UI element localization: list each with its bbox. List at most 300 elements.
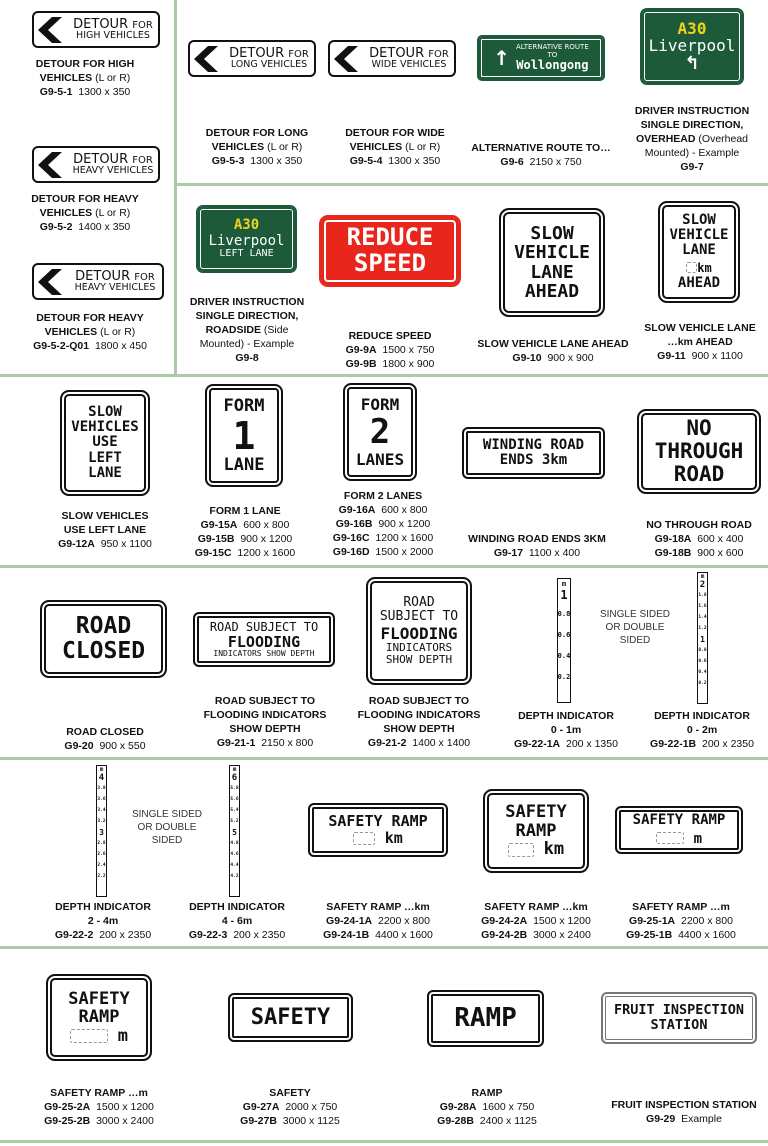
sign-text: ROAD <box>673 461 725 486</box>
pole-mark: 4.8 <box>230 841 239 846</box>
sign-dimensions: 1200 x 1600 <box>237 547 296 559</box>
pole-mark: 3 <box>99 828 104 837</box>
pole-mark: 2.2 <box>97 874 106 879</box>
sign-alternative-route <box>477 35 605 81</box>
sign-code: G9-16D <box>332 546 370 558</box>
sign-text: SLOW <box>682 212 716 229</box>
sign-text: SAFETY <box>250 1004 331 1030</box>
sign-dimensions: 2150 x 800 <box>261 737 314 749</box>
sign-code: G9-5-4 <box>349 155 383 167</box>
pole-mark: 2.6 <box>97 852 106 857</box>
sign-form-1-lane <box>205 384 283 487</box>
divider-row2 <box>0 374 768 377</box>
sign-code: G9-28A <box>439 1101 477 1113</box>
caption-g9-15 <box>180 504 310 560</box>
pole-mark: 4.2 <box>230 874 239 879</box>
caption-g9-21-2 <box>344 694 494 750</box>
caption-title: WINDING ROAD ENDS 3KM <box>468 533 606 545</box>
caption-title: SAFETY RAMP …km <box>326 901 430 913</box>
single-or-double-sided-note <box>122 808 212 847</box>
caption-g9-8 <box>180 295 314 365</box>
divider-vertical <box>174 0 177 185</box>
sign-text: SAFETY <box>68 988 130 1009</box>
sign-text: FLOODING <box>380 623 458 643</box>
sign-dimensions: 200 x 2350 <box>701 738 754 750</box>
sign-dimensions: 900 x 900 <box>547 352 594 364</box>
pole-mark: 6 <box>231 773 238 783</box>
sign-text: FRUIT INSPECTION <box>613 1002 745 1019</box>
pole-mark: 3.8 <box>97 786 106 791</box>
sign-code: G9-21-1 <box>216 737 256 749</box>
sign-dimensions: 1200 x 1600 <box>375 532 434 544</box>
divider-vertical-2 <box>174 183 177 375</box>
sign-text: SHOW DEPTH <box>385 652 453 666</box>
sign-code: G9-9A <box>345 344 377 356</box>
caption-g9-27 <box>216 1086 364 1128</box>
sign-text: ROAD <box>403 595 435 611</box>
pole-mark: 1 <box>560 588 568 602</box>
sign-text: Liverpool <box>648 35 736 55</box>
sign-text: WIDE VEHICLES <box>371 59 447 71</box>
caption-title: DETOUR FOR WIDE <box>345 127 445 139</box>
caption-g9-7 <box>622 104 762 174</box>
sign-detour-high-vehicles <box>32 11 160 48</box>
pole-mark: 1.8 <box>698 593 707 598</box>
pole-mark: 0.8 <box>557 610 571 618</box>
caption-title: SLOW VEHICLE LANE AHEAD <box>477 338 629 350</box>
sign-code: G9-20 <box>64 740 94 752</box>
sign-text: WINDING ROAD <box>482 436 585 453</box>
pole-mark: 3.2 <box>97 819 106 824</box>
sign-text: HIGH VEHICLES <box>76 30 150 42</box>
pole-mark: 0.6 <box>557 631 571 639</box>
chevron-left-icon <box>330 44 364 74</box>
arrow-up-icon: ↑ <box>493 46 510 70</box>
sign-dimensions: 1300 x 350 <box>388 155 441 167</box>
sign-dimensions: 2150 x 750 <box>529 156 582 168</box>
sign-code: G9-5-2-Q01 <box>33 340 90 352</box>
sign-slow-vehicles-use-left-lane <box>60 390 150 496</box>
caption-title: …km AHEAD <box>667 336 733 348</box>
caption-title: VEHICLES <box>211 141 265 153</box>
caption-title: DRIVER INSTRUCTION <box>634 105 750 117</box>
sign-dimensions: 1300 x 350 <box>78 86 131 98</box>
sign-road-subject-to-flooding-square <box>366 577 472 685</box>
caption-title: FRUIT INSPECTION STATION <box>611 1099 757 1111</box>
pole-mark: 5.6 <box>230 797 239 802</box>
chevron-left-icon <box>34 267 68 297</box>
sign-text: m <box>693 830 703 847</box>
sign-text: SUBJECT TO <box>379 609 459 625</box>
pole-mark: 4.6 <box>230 852 239 857</box>
pole-mark: 5.8 <box>230 786 239 791</box>
caption-title: FORM 1 LANE <box>209 505 281 517</box>
sign-code: G9-22-3 <box>188 929 228 941</box>
caption-g9-21-1 <box>190 694 340 750</box>
sign-dimensions: 200 x 1350 <box>565 738 618 750</box>
sign-dimensions: 3000 x 2400 <box>533 929 591 941</box>
sign-text: NO <box>686 416 712 441</box>
sign-text: DETOUR <box>73 151 129 167</box>
caption-note: (Side <box>261 324 289 336</box>
depth-indicator-pole-2-4m <box>96 765 107 897</box>
pole-mark: 2.4 <box>97 863 106 868</box>
caption-g9-18 <box>630 518 768 560</box>
sign-dimensions: 1600 x 750 <box>482 1101 535 1113</box>
sign-text: FOR <box>134 271 155 283</box>
caption-title: DEPTH INDICATOR <box>654 710 750 722</box>
caption-note: Mounted) - Example <box>644 147 740 159</box>
pole-mark: 5.2 <box>230 819 239 824</box>
blank-distance-placeholder <box>656 832 684 844</box>
caption-g9-20 <box>30 725 180 753</box>
sign-code: G9-29 <box>646 1113 676 1125</box>
sign-text: LEFT LANE <box>219 247 274 259</box>
caption-note: (L or R) <box>402 141 441 153</box>
caption-g9-17 <box>460 532 614 560</box>
pole-mark: 4.4 <box>230 863 239 868</box>
sign-detour-long-vehicles <box>188 40 316 77</box>
sign-text: SAFETY <box>505 802 567 823</box>
caption-g9-10 <box>476 337 630 365</box>
sign-text: VEHICLE <box>514 242 590 264</box>
caption-title: ROAD SUBJECT TO <box>214 695 316 707</box>
pole-mark: 0.6 <box>698 659 707 664</box>
sign-code: G9-15B <box>197 533 235 545</box>
sign-text: USE <box>92 434 118 451</box>
sign-text: m <box>117 1025 128 1046</box>
caption-title: DETOUR FOR HEAVY <box>36 312 144 324</box>
sign-code: G9-25-2B <box>44 1115 91 1127</box>
sign-dimensions: 3000 x 2400 <box>96 1115 154 1127</box>
note-text: SIDED <box>619 635 651 646</box>
pole-mark: 1.2 <box>698 626 707 631</box>
note-text: SINGLE SIDED <box>131 809 203 820</box>
caption-g9-29 <box>600 1098 768 1126</box>
depth-indicator-pole-0-1m <box>557 578 571 703</box>
sign-text: FORM <box>360 395 400 415</box>
caption-g9-5-1 <box>10 57 160 99</box>
caption-note: (L or R) <box>92 72 131 84</box>
caption-title: RAMP <box>471 1087 503 1099</box>
sign-text: LANE <box>682 242 716 259</box>
sign-text: TO <box>547 50 558 59</box>
sign-code: G9-15C <box>194 547 232 559</box>
sign-text: km <box>697 261 712 276</box>
sign-text: SPEED <box>353 249 427 277</box>
sign-dimensions: 1800 x 900 <box>382 358 435 370</box>
sign-text: CLOSED <box>61 638 146 664</box>
sign-code: G9-16B <box>335 518 373 530</box>
pole-mark: 5 <box>232 828 237 837</box>
sign-text: 1 <box>232 413 256 458</box>
sign-dimensions: 600 x 400 <box>697 533 744 545</box>
sign-text: SAFETY RAMP <box>328 812 428 831</box>
sign-text: FOR <box>428 48 449 60</box>
chevron-left-icon <box>34 150 68 180</box>
caption-g9-5-2-q01 <box>10 311 170 353</box>
caption-note: (L or R) <box>264 141 303 153</box>
sign-detour-heavy-vehicles-q01 <box>32 263 164 300</box>
blank-distance-placeholder <box>353 832 375 845</box>
blank-distance-placeholder <box>686 262 697 273</box>
pole-mark: 5.4 <box>230 808 239 813</box>
caption-note: (Overhead <box>695 133 749 145</box>
pole-unit: m <box>99 766 104 773</box>
sign-dimensions: 200 x 2350 <box>99 929 152 941</box>
sign-safety-ramp-km-wide <box>308 803 448 857</box>
caption-g9-28 <box>414 1086 560 1128</box>
caption-title: DETOUR FOR HIGH <box>35 58 135 70</box>
sign-ramp <box>427 990 544 1047</box>
sign-code: G9-15A <box>200 519 238 531</box>
caption-g9-5-2 <box>10 192 160 234</box>
turn-left-arrow-icon: ↰ <box>684 53 700 75</box>
sign-code: G9-25-1B <box>626 929 673 941</box>
sign-code: G9-7 <box>680 161 704 173</box>
sign-code: G9-24-1B <box>323 929 370 941</box>
caption-title: 0 - 2m <box>686 724 718 736</box>
sign-text: ROAD <box>75 613 132 640</box>
sign-dimensions: 1800 x 450 <box>94 340 147 352</box>
caption-title: VEHICLES <box>44 326 98 338</box>
sign-text: ROAD SUBJECT TO <box>209 619 319 634</box>
sign-text: RAMP <box>454 1003 517 1034</box>
sign-code: G9-10 <box>512 352 542 364</box>
sign-text: AHEAD <box>677 274 721 291</box>
sign-code: G9-8 <box>235 352 259 364</box>
sign-code: G9-18A <box>654 533 692 545</box>
pole-unit: m <box>232 766 237 773</box>
sign-dimensions: 900 x 550 <box>99 740 146 752</box>
caption-title: REDUCE SPEED <box>348 330 432 342</box>
blank-distance-placeholder <box>508 843 534 857</box>
sign-detour-wide-vehicles <box>328 40 456 77</box>
sign-text: km <box>384 829 403 848</box>
caption-title: SINGLE DIRECTION, <box>195 310 299 322</box>
sign-text: km <box>543 839 565 860</box>
sign-dimensions: 2200 x 800 <box>680 915 733 927</box>
sign-road-closed <box>40 600 167 678</box>
caption-title: OVERHEAD <box>635 133 696 145</box>
caption-g9-12a <box>40 509 170 551</box>
sign-code: G9-22-2 <box>54 929 94 941</box>
pole-mark: 3.4 <box>97 808 106 813</box>
caption-g9-16 <box>318 489 448 559</box>
sign-text: SLOW <box>530 222 574 244</box>
caption-title: FORM 2 LANES <box>343 490 423 502</box>
sign-text: FLOODING <box>227 632 301 651</box>
pole-mark: 2.8 <box>97 841 106 846</box>
caption-title: ROAD SUBJECT TO <box>368 695 470 707</box>
sign-dimensions: 900 x 1200 <box>378 518 431 530</box>
sign-detour-heavy-vehicles <box>32 146 160 183</box>
caption-title: 4 - 6m <box>221 915 253 927</box>
caption-g9-22-1a <box>496 709 636 751</box>
sign-dimensions: Example <box>681 1113 722 1125</box>
sign-text: SAFETY RAMP <box>632 812 726 829</box>
caption-title: VEHICLES <box>349 141 403 153</box>
pole-unit: m <box>700 573 705 580</box>
blank-distance-placeholder <box>70 1029 108 1043</box>
pole-mark: 1.6 <box>698 604 707 609</box>
caption-title: SHOW DEPTH <box>383 723 455 735</box>
note-text: OR DOUBLE <box>137 822 197 833</box>
depth-indicator-pole-4-6m <box>229 765 240 897</box>
sign-code: G9-11 <box>657 350 686 362</box>
sign-text: DETOUR <box>73 16 129 32</box>
sign-dimensions: 3000 x 1125 <box>282 1115 340 1127</box>
sign-code: G9-17 <box>493 547 524 559</box>
sign-code: G9-25-1A <box>629 915 676 927</box>
sign-driver-instruction-roadside <box>196 205 297 273</box>
caption-title: SHOW DEPTH <box>229 723 301 735</box>
divider-row6 <box>0 1140 768 1143</box>
pole-mark: 3.6 <box>97 797 106 802</box>
sign-text: RAMP <box>515 820 557 841</box>
sign-dimensions: 1500 x 1200 <box>96 1101 154 1113</box>
sign-dimensions: 1400 x 1400 <box>412 737 471 749</box>
sign-text: LONG VEHICLES <box>230 59 308 71</box>
sign-text: RAMP <box>78 1007 120 1028</box>
sign-text: SLOW <box>88 404 122 421</box>
sign-dimensions: 600 x 800 <box>381 504 428 516</box>
sign-dimensions: 950 x 1100 <box>100 538 152 550</box>
sign-safety <box>228 993 353 1042</box>
sign-text: THROUGH <box>654 439 744 464</box>
caption-title: SAFETY RAMP …m <box>50 1087 148 1099</box>
caption-title: VEHICLES <box>39 207 93 219</box>
sign-text: FOR <box>132 19 153 31</box>
caption-title: VEHICLES <box>39 72 93 84</box>
sign-text: ALTERNATIVE ROUTE <box>516 42 589 51</box>
caption-g9-24-1 <box>305 900 451 942</box>
sign-text: HEAVY VEHICLES <box>74 282 156 294</box>
sign-code: G9-25-2A <box>44 1101 91 1113</box>
pole-mark: 2 <box>699 580 706 590</box>
sign-text: DETOUR <box>369 45 425 61</box>
sign-safety-ramp-m-wide <box>615 806 743 854</box>
sign-code: G9-21-2 <box>367 737 407 749</box>
sign-text: HEAVY VEHICLES <box>72 165 154 177</box>
caption-g9-22-2 <box>38 900 168 942</box>
note-text: SIDED <box>151 835 183 846</box>
sign-text: Liverpool <box>208 232 285 249</box>
divider-row1 <box>174 183 768 186</box>
pole-mark: 0.2 <box>557 673 571 681</box>
sign-text: LANES <box>355 449 405 469</box>
pole-mark: 1.4 <box>698 615 707 620</box>
single-or-double-sided-note <box>592 608 678 647</box>
pole-mark: 0.4 <box>698 670 707 675</box>
sign-text: A30 <box>677 18 707 38</box>
sign-text: REDUCE <box>346 223 434 252</box>
sign-code: G9-5-3 <box>211 155 245 167</box>
caption-title: SAFETY <box>269 1087 311 1099</box>
sign-code: G9-9B <box>345 358 377 370</box>
sign-driver-instruction-overhead <box>640 8 744 85</box>
caption-title: DEPTH INDICATOR <box>55 901 151 913</box>
sign-code: G9-24-1A <box>326 915 373 927</box>
pole-mark: 0.4 <box>557 652 571 660</box>
caption-title: USE LEFT LANE <box>63 524 147 536</box>
sign-no-through-road <box>637 409 761 494</box>
sign-text: LEFT <box>88 449 122 466</box>
sign-code: G9-27B <box>240 1115 277 1127</box>
note-text: OR DOUBLE <box>605 622 665 633</box>
sign-text: ENDS 3km <box>499 452 568 468</box>
caption-title: DRIVER INSTRUCTION <box>189 296 305 308</box>
caption-g9-24-2 <box>462 900 610 942</box>
sign-slow-vehicle-lane-km-ahead <box>658 201 740 303</box>
sign-text: Wollongong <box>516 58 589 73</box>
caption-note: Mounted) - Example <box>199 338 295 350</box>
caption-title: FLOODING INDICATORS <box>357 709 481 721</box>
caption-title: DETOUR FOR HEAVY <box>31 193 139 205</box>
sign-dimensions: 1400 x 350 <box>78 221 131 233</box>
depth-indicator-pole-0-2m <box>697 572 708 704</box>
note-text: SINGLE SIDED <box>599 609 671 620</box>
caption-title: SLOW VEHICLE LANE <box>644 322 756 334</box>
sign-code: G9-28B <box>437 1115 474 1127</box>
sign-dimensions: 4400 x 1600 <box>375 929 433 941</box>
sign-text: LANE <box>223 454 265 475</box>
sign-text: LANE <box>88 464 122 481</box>
sign-safety-ramp-km-square <box>483 789 589 873</box>
divider-row4 <box>0 757 768 760</box>
caption-title: DETOUR FOR LONG <box>205 127 309 139</box>
sign-safety-ramp-m-square <box>46 974 152 1061</box>
sign-dimensions: 900 x 1200 <box>240 533 293 545</box>
pole-mark: 0.8 <box>698 648 707 653</box>
sign-dimensions: 4400 x 1600 <box>678 929 736 941</box>
sign-text: A30 <box>233 217 260 234</box>
sign-code: G9-5-2 <box>39 221 73 233</box>
sign-code: G9-6 <box>500 156 524 168</box>
caption-note: (L or R) <box>97 326 136 338</box>
caption-g9-22-1b <box>636 709 768 751</box>
sign-text: VEHICLES <box>71 419 139 436</box>
divider-row3 <box>0 565 768 568</box>
caption-g9-5-3 <box>182 126 332 168</box>
sign-reduce-speed <box>319 215 461 287</box>
sign-code: G9-24-2B <box>481 929 528 941</box>
sign-text: VEHICLE <box>669 227 729 244</box>
caption-title: SINGLE DIRECTION, <box>640 119 744 131</box>
sign-code: G9-16A <box>338 504 376 516</box>
sign-dimensions: 200 x 2350 <box>233 929 286 941</box>
caption-title: DEPTH INDICATOR <box>518 710 614 722</box>
caption-g9-22-3 <box>170 900 304 942</box>
sign-text: 2 <box>369 411 391 452</box>
sign-text: INDICATORS SHOW DEPTH <box>213 648 315 658</box>
sign-fruit-inspection-station <box>601 992 757 1044</box>
chevron-left-icon <box>34 15 68 45</box>
sign-text: FORM <box>223 396 265 417</box>
sign-text: FOR <box>288 48 309 60</box>
caption-g9-11 <box>630 321 768 363</box>
divider-row5 <box>0 946 768 949</box>
sign-road-subject-to-flooding-wide <box>193 612 335 667</box>
sign-dimensions: 1500 x 1200 <box>533 915 591 927</box>
sign-slow-vehicle-lane-ahead <box>499 208 605 317</box>
sign-code: G9-22-1A <box>514 738 561 750</box>
caption-title: FLOODING INDICATORS <box>203 709 327 721</box>
sign-code: G9-24-2A <box>481 915 528 927</box>
sign-dimensions: 600 x 800 <box>243 519 290 531</box>
sign-code: G9-5-1 <box>39 86 73 98</box>
sign-code: G9-12A <box>58 538 95 550</box>
